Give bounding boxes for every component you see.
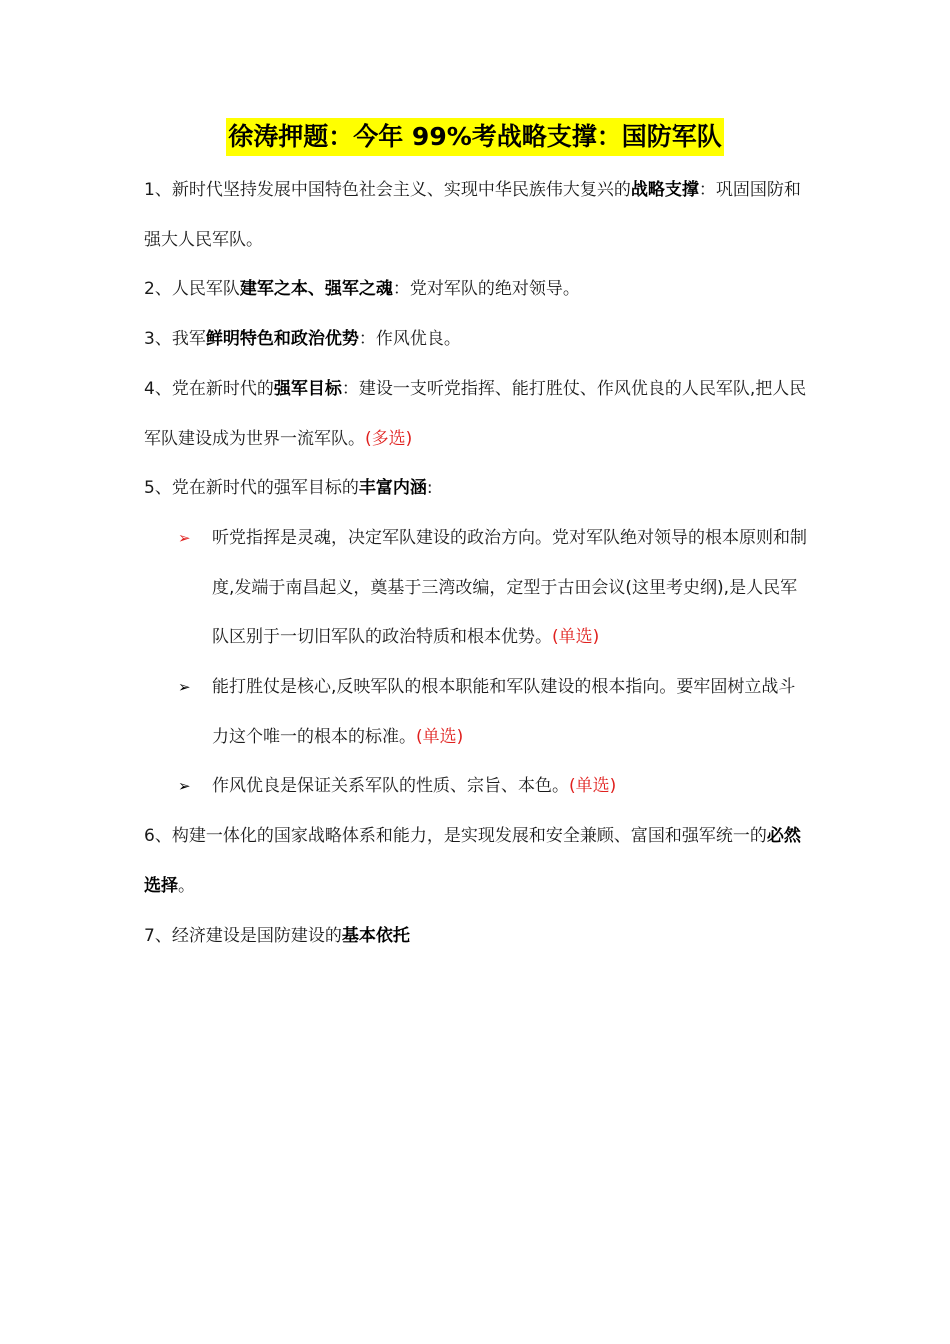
item-text: 2、人民军队 bbox=[144, 279, 240, 300]
item-text: ：党对军队的绝对领导。 bbox=[392, 279, 580, 300]
list-item-7 bbox=[144, 912, 808, 962]
item-keyword: 基本依托 bbox=[341, 925, 410, 946]
sub-bullet-item bbox=[144, 514, 808, 663]
item-text: ：作风优良。 bbox=[358, 329, 461, 350]
item-text: 。 bbox=[178, 875, 195, 896]
item-text: ：巩固国防和强大人民军队。 bbox=[144, 180, 801, 250]
item-text: 6、构建一体化的国家战略体系和能力，是实现发展和安全兼顾、富国和强军统一的 bbox=[144, 826, 767, 847]
item-keyword: 建军之本、强军之魂 bbox=[239, 279, 393, 300]
item-text: 1、新时代坚持发展中国特色社会主义、实现中华民族伟大复兴的 bbox=[144, 180, 631, 200]
question-type-tag: (多选) bbox=[365, 428, 413, 449]
question-type-tag: (单选) bbox=[569, 776, 617, 797]
document-body bbox=[144, 166, 808, 961]
list-item-4 bbox=[144, 365, 808, 464]
arrow-bullet-icon: ➢ bbox=[178, 678, 191, 697]
item-keyword: 战略支撑 bbox=[630, 180, 699, 200]
bullet-text: 听党指挥是灵魂，决定军队建设的政治方向。党对军队绝对领导的根本原则和制度,发端于南昌起义，奠基于三湾改编，定型于古田会议(这里考史纲),是人民军队区别于一切旧军队的政治特质和根本优势。 bbox=[212, 527, 807, 648]
item-keyword: 丰富内涵 bbox=[358, 478, 427, 499]
list-item-3 bbox=[144, 315, 808, 365]
question-type-tag: (单选) bbox=[552, 627, 600, 648]
page-title: 徐涛押题：今年 99%考战略支撑：国防军队 bbox=[226, 118, 724, 156]
arrow-bullet-icon: ➢ bbox=[178, 528, 191, 547]
bullet-text: 能打胜仗是核心,反映军队的根本职能和军队建设的根本指向。要牢固树立战斗力这个唯一的根本的标准。 bbox=[212, 677, 796, 747]
sub-bullet-item bbox=[144, 762, 808, 812]
list-item-6 bbox=[144, 812, 808, 911]
item-text: 3、我军 bbox=[144, 329, 206, 350]
sub-bullet-item bbox=[144, 663, 808, 762]
item-text: : bbox=[426, 478, 433, 499]
item-keyword: 鲜明特色和政治优势 bbox=[205, 329, 359, 350]
item-keyword: 强军目标 bbox=[273, 378, 342, 399]
bullet-text: 作风优良是保证关系军队的性质、宗旨、本色。 bbox=[212, 776, 569, 797]
item-text: 5、党在新时代的强军目标的 bbox=[144, 478, 359, 499]
title-row bbox=[0, 118, 950, 156]
item-text: ：建设一支听党指挥、能打胜仗、作风优良的人民军队,把人民军队建设成为世界一流军队。 bbox=[144, 378, 807, 449]
list-item-1 bbox=[144, 166, 808, 265]
arrow-bullet-icon: ➢ bbox=[178, 777, 191, 796]
question-type-tag: (单选) bbox=[416, 726, 464, 747]
list-item-2 bbox=[144, 265, 808, 315]
item-keyword: 必然选择 bbox=[144, 826, 801, 896]
item-text: 7、经济建设是国防建设的 bbox=[144, 925, 342, 946]
sub-bullet-list bbox=[144, 514, 808, 812]
item-text: 4、党在新时代的 bbox=[144, 378, 274, 399]
list-item-5 bbox=[144, 464, 808, 514]
